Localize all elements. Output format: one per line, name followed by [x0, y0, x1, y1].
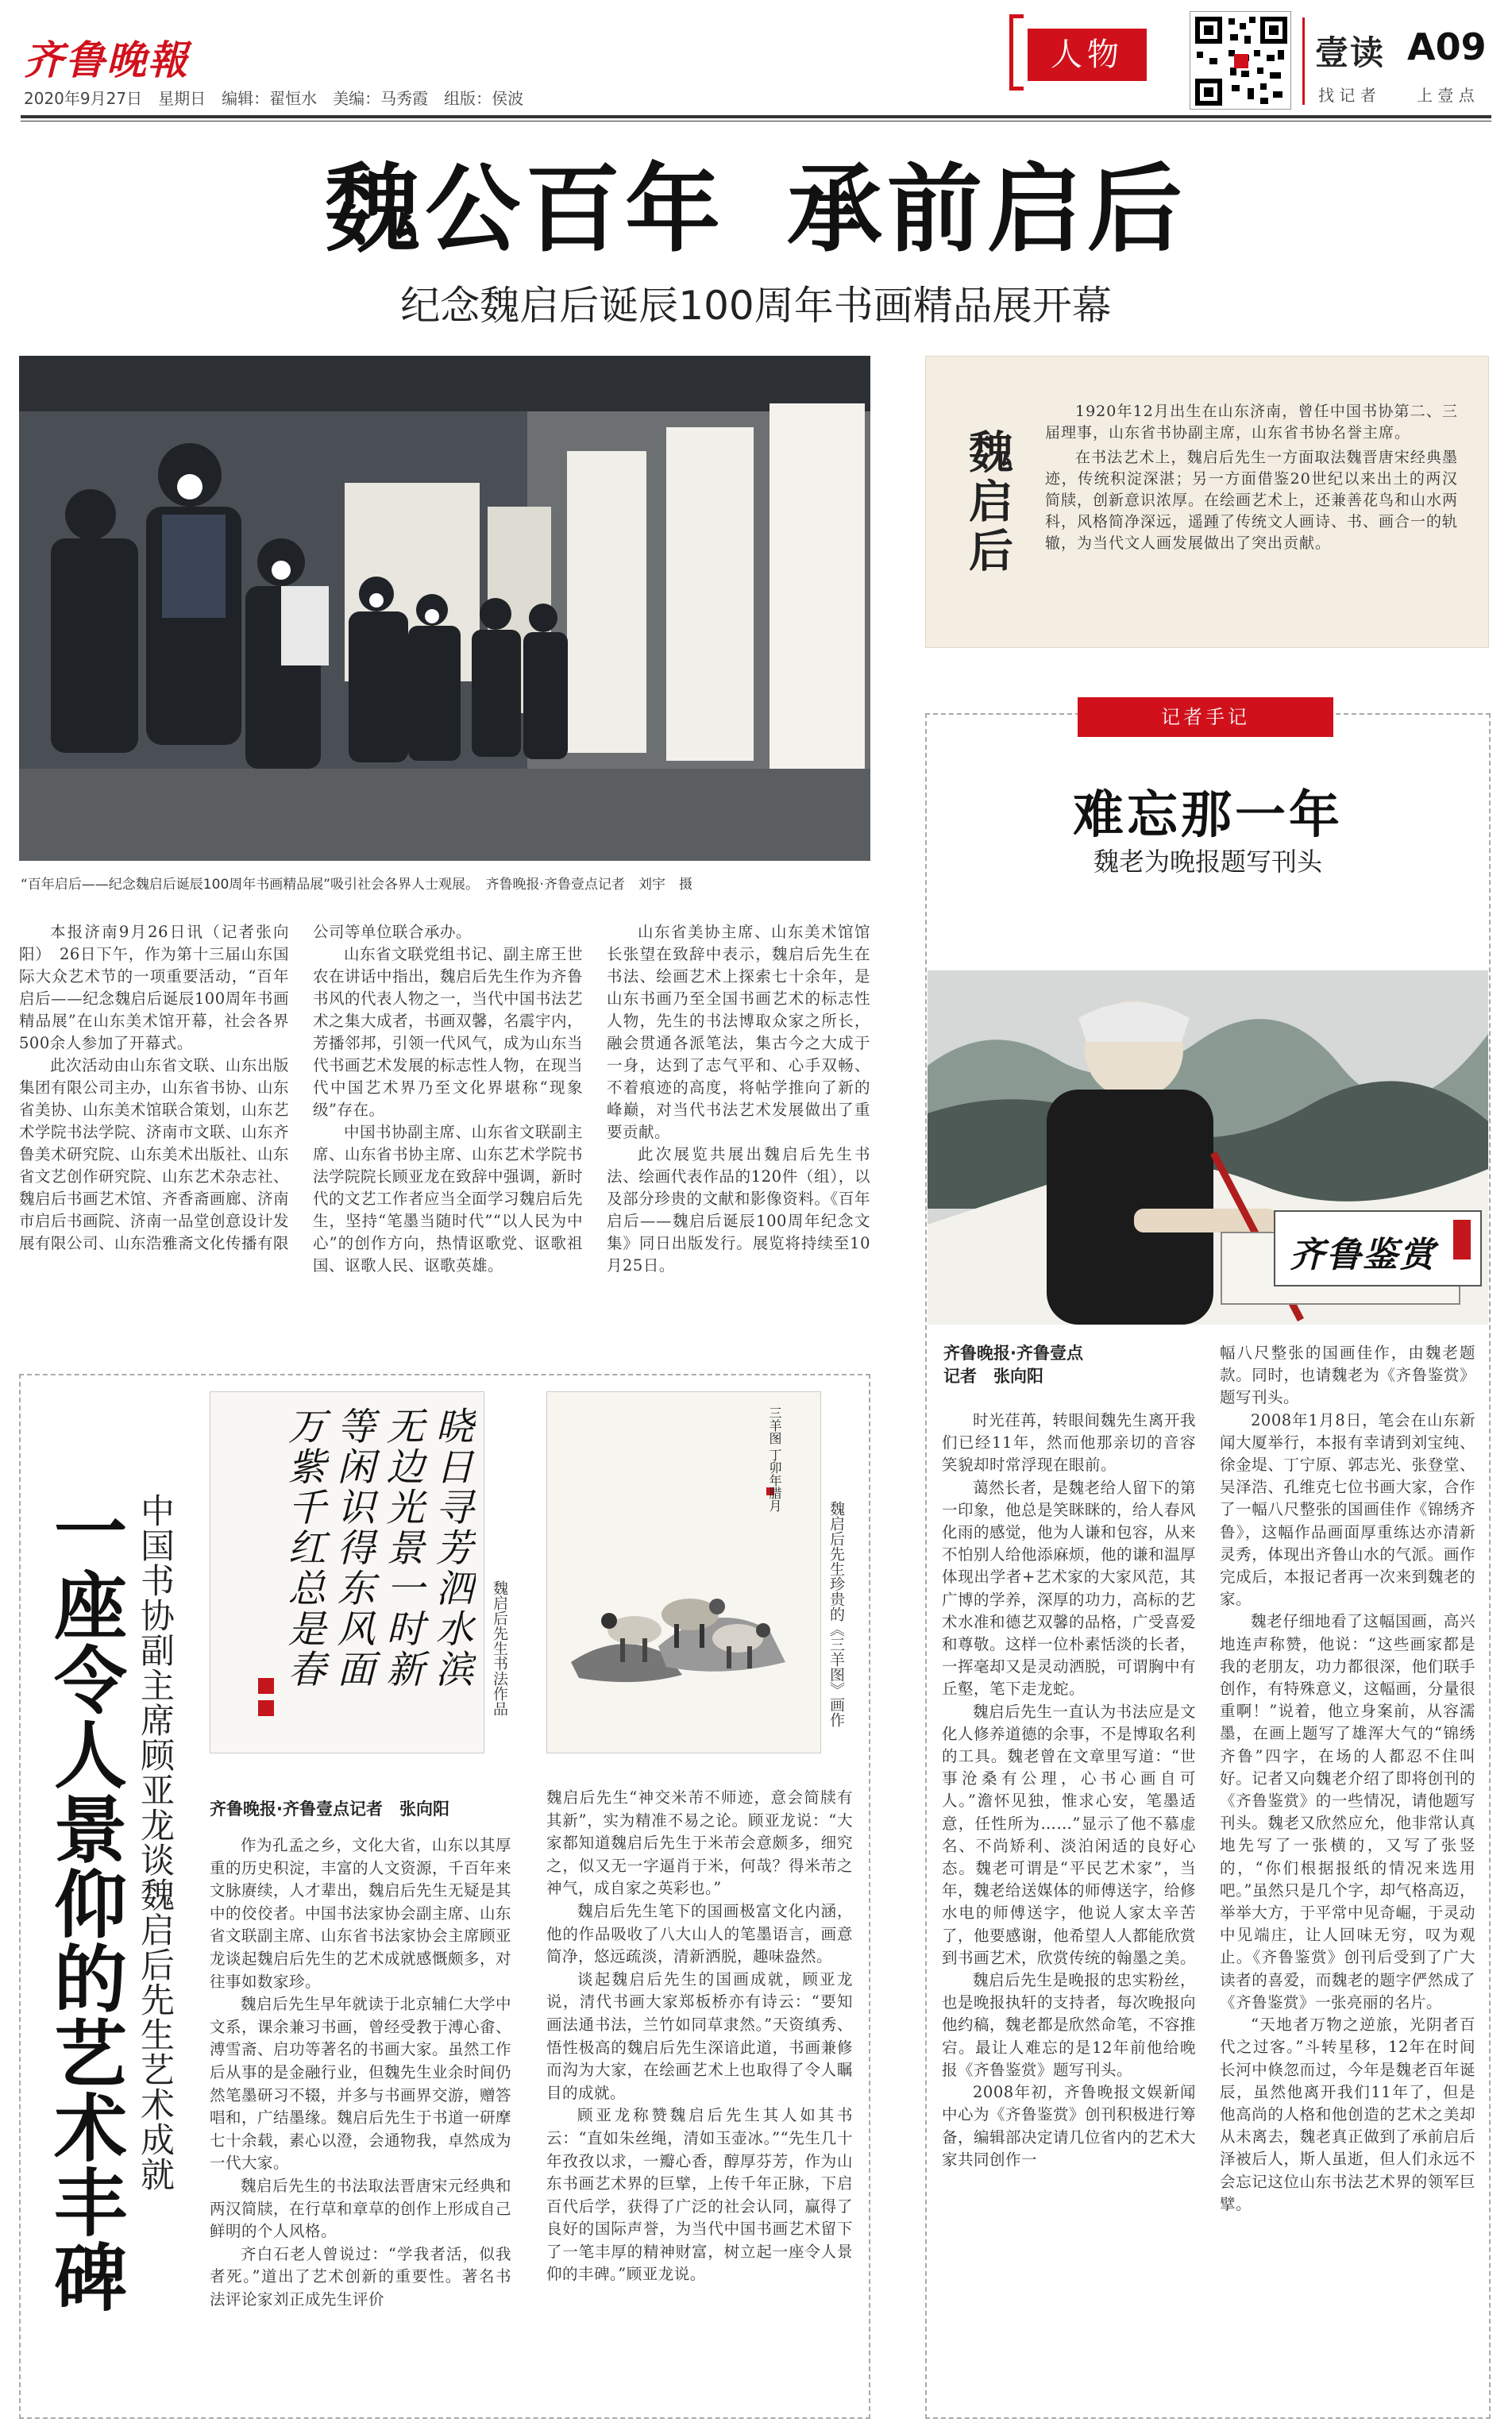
lead-col2-p3: 中国书协副主席、山东省文联副主席、山东省书协主席、山东艺术学院书法学院院长顾亚龙在致辞中强调，新时代的文艺工作者应当全面学习魏启后先生，坚持“笔墨当随时代”“以人民为中心”的创作方向，热情讴歌党、讴歌祖国、讴歌人民、讴歌英雄。 — [313, 1123, 584, 1275]
date-line: 2020年9月27日 星期日 编辑：翟恒水 美编：马秀霞 组版：侯波 — [24, 89, 524, 108]
notes-badge: 记者手记 — [1078, 697, 1333, 737]
photo-caption: “百年启后——纪念魏启后诞辰100周年书画精品展”吸引社会各界人士观展。 齐鲁晚报·齐鲁壹点记者 刘宇 摄 — [21, 877, 692, 893]
slogan-left: 找 记 者 — [1318, 86, 1376, 105]
feature-col1-p2: 魏启后先生早年就读于北京辅仁大学中文系，课余兼习书画，曾经受教于溥心畬、溥雪斋、启功等著名的书画大家。虽然工作后从事的是金融行业，但魏先生业余时间仍然笔墨研习不辍，并多与书画界交游，赠答唱和，广结墨缘。魏启后先生于书道一研摩七十余载，素心以澄，会通物我，卓然成为一代大家。 — [210, 1995, 512, 2173]
notes-col-2 — [1220, 1342, 1475, 2216]
exhibition-photo — [19, 356, 870, 861]
calligraphy-masthead-text: 齐鲁鉴赏 — [1290, 1235, 1436, 1275]
calligraphy-artwork — [210, 1391, 484, 1753]
notes-col1-p3: 魏启后先生一直认为书法应是文化人修养道德的余事，不是博取名利的工具。魏老曾在文章里写道：“世事沧桑有公理，心书心画自可人。”澹怀见独，惟求心安，笔墨适意，任性所为……”显示了他不慕虚名、不尚矫利、淡泊闲适的良好心态。魏老可谓是“平民艺术家”，当年，魏老给送媒体的师傅送字，给修水电的师傅送字，他说人家太辛苦了，他要感谢，他希望人人都能欣赏到书画艺术，欣赏传统的翰墨之美。 — [942, 1702, 1197, 1967]
feature-byline: 齐鲁晚报·齐鲁壹点记者 张向阳 — [210, 1799, 449, 1819]
masthead — [0, 0, 1512, 135]
qr-code-icon — [1190, 11, 1291, 110]
notes-col-1 — [942, 1410, 1196, 2171]
bio-p2: 在书法艺术上，魏启后先生一方面取法魏晋唐宋经典墨迹，传统积淀深湛；另一方面借鉴20世纪以来出土的两汉简牍，创新意识浓厚。在绘画艺术上，还兼善花鸟和山水两科，风格简净深远，遥踵了传统文人画诗、书、画合一的轨辙，为当代文人画发展做出了突出贡献。 — [1045, 449, 1459, 552]
notes-col2-p1: 幅八尺整张的国画佳作，由魏老题款。同时，也请魏老为《齐鲁鉴赏》题写刊头。 — [1220, 1344, 1475, 1407]
painting-inscription: 三羊图 丁卯年腊月 — [767, 1406, 782, 1513]
notes-col1-p2: 蔼然长者，是魏老给人留下的第一印象，他总是笑眯眯的，给人春风化雨的感觉，他为人谦和包容，从来不怕别人给他添麻烦，他的谦和温厚体现出学者+艺术家的大家风范，其广博的学养，深厚的功力，高标的艺术水准和德艺双馨的品格，广受喜爱和尊敬。这样一位朴素恬淡的长者，一挥毫却又是灵动洒脱，可谓胸中有丘壑，笔下走龙蛇。 — [942, 1478, 1197, 1699]
calligraphy-caption: 魏启后先生书法作品 — [491, 1580, 508, 1716]
painting-caption: 魏启后先生珍贵的《三羊图》画作 — [827, 1501, 845, 1727]
notes-byline-2: 记者 张向阳 — [943, 1367, 1043, 1386]
lead-col-1 — [19, 921, 289, 1255]
notes-col2-p2: 2008年1月8日，笔会在山东新闻大厦举行，本报有幸请到刘宝纯、徐金堤、丁宁原、郭志光、张登堂、吴泽浩、孔维克七位书画大家，合作了一幅八尺整张的国画佳作《锦绣齐鲁》，这幅作品画面厚重练达亦清新灵秀，体现出齐鲁山水的气派。画作完成后，本报记者再一次来到魏老的家。 — [1220, 1410, 1475, 1609]
bio-title: 魏启后 — [962, 429, 1014, 577]
edition-label: 壹读 — [1315, 33, 1386, 72]
three-goats-painting — [546, 1391, 821, 1753]
masthead-rule-thin — [21, 121, 1491, 122]
feature-deck: 中国书协副主席顾亚龙谈魏启后先生艺术成就 — [135, 1493, 175, 2192]
lead-col3-p1: 山东省美协主席、山东美术馆馆长张望在致辞中表示，魏启后先生在书法、绘画艺术上探索七十余年，是山东书画乃至全国书画艺术的标志性人物，先生的书法博取众家之所长，融会贯通各派笔法，集古今之大成于一身，达到了志气平和、心手双畅、不着痕迹的高度，将帖学推向了新的峰巅，对当代书法艺术发展做出了重要贡献。 — [607, 923, 870, 1141]
notes-byline-1: 齐鲁晚报·齐鲁壹点 — [943, 1344, 1083, 1363]
lead-col-2 — [313, 921, 583, 1277]
section-tag: 人物 — [1028, 29, 1147, 81]
masthead-divider — [1302, 17, 1305, 105]
calligraphy-seal-icon-2 — [258, 1700, 274, 1716]
bio-p1: 1920年12月出生在山东济南，曾任中国书协第二、三届理事，山东省书协副主席，山东省书协名誉主席。 — [1045, 403, 1458, 442]
feature-title: 一座令人景仰的艺术丰碑 — [42, 1493, 127, 2314]
seal-stamp-icon — [1453, 1220, 1471, 1259]
notes-col1-p1: 时光荏苒，转眼间魏先生离开我们已经11年，然而他那亲切的音容笑貌却时常浮现在眼前。 — [942, 1411, 1196, 1475]
feature-col2-p1: 魏启后先生“神交米芾不师迹，意会简牍有其新”，实为精准不易之论。顾亚龙说：“大家都知道魏启后先生于米芾会意颇多，细究之，似又无一字逼肖于米，何哉？得米芾之神气，成自家之英彩也。” — [546, 1788, 853, 1898]
lead-subhead: 纪念魏启后诞辰100周年书画精品展开幕 — [400, 283, 1112, 329]
lead-col-3 — [607, 921, 870, 1277]
notes-subhead: 魏老为晚报题写刊头 — [1093, 847, 1322, 877]
notes-col2-p4: “天地者万物之逆旅，光阴者百代之过客。”斗转星移，12年在时间长河中倏忽而过，今年是魏老百年诞辰，虽然他离开我们11年了，但是他高尚的人格和他创造的艺术之美却从未离去，魏老真正做到了承前启后泽被后人，斯人虽逝，但人们永远不会忘记这位山东书法艺术界的领军巨擘。 — [1220, 2015, 1475, 2213]
lead-col1-p1: 本报济南9月26日讯（记者张向阳） 26日下午，作为第十三届山东国际大众艺术节的一项重要活动，“百年启后——纪念魏启后诞辰100周年书画精品展”在山东美术馆开幕，社会各界500余人参加了开幕式。 — [19, 923, 289, 1052]
calligraphy-artwork-text: 晓日寻芳泗水滨 无边光景一时新 等闲识得东风面 万紫千红总是春 — [281, 1406, 473, 1690]
feature-col-2 — [546, 1787, 853, 2286]
feature-col1-p3: 魏启后先生的书法取法晋唐宋元经典和两汉简牍，在行草和章草的创作上形成自己鲜明的个人风格。 — [210, 2176, 512, 2241]
notes-headline: 难忘那一年 — [1073, 786, 1343, 845]
feature-col2-p4: 顾亚龙称赞魏启后先生其人如其书云：“直如朱丝绳，清如玉壶冰。”“先生几十年孜孜以求，一瓣心香，醇厚芬芳，作为山东书画艺术界的巨擘，上传千年正脉，下启百代后学，获得了广泛的社会认同，赢得了良好的国际声誉，为当代中国书画艺术留下了一笔丰厚的精神财富，树立起一座令人景仰的丰碑。”顾亚龙说。 — [546, 2106, 853, 2284]
notes-col2-p3: 魏老仔细地看了这幅国画，高兴地连声称赞，他说：“这些画家都是我的老朋友，功力都很深，他们联手创作，有特殊意义，这幅画，分量很重啊！”说着，他立身案前，从容濡墨，在画上题写了雄浑大气的“锦绣齐鲁”四字，在场的人都忍不住叫好。记者又向魏老介绍了即将创刊的《齐鲁鉴赏》的一些情况，请他题写刊头。魏老又欣然应允，他非常认真地先写了一张横的，又写了张竖的，“你们根据报纸的情况来选用吧。”虽然只是几个字，却气格高迈，举举大方，于平常中见奇崛，于灵动中见端庄，让人回味无穷，叹为观止。《齐鲁鉴赏》创刊后受到了广大读者的喜爱，而魏老的题字俨然成了《齐鲁鉴赏》一张亮丽的名片。 — [1220, 1612, 1475, 2012]
feature-col1-p1: 作为孔孟之乡，文化大省，山东以其厚重的历史积淀，丰富的人文资源，千百年来文脉赓续，人才辈出，魏启后先生无疑是其中的佼佼者。中国书法家协会副主席、山东省文联副主席、山东省书法家协会主席顾亚龙谈起魏启后先生的艺术成就感慨颇多，对往事如数家珍。 — [210, 1836, 512, 1991]
bio-text — [1045, 401, 1458, 554]
newspaper-logo: 齐鲁晚報 — [24, 37, 189, 83]
page-number: A09 — [1407, 25, 1487, 68]
feature-col2-p2: 魏启后先生笔下的国画极富文化内涵，他的作品吸收了八大山人的笔墨语言，画意简净，悠远疏淡，清新洒脱，趣味盎然。 — [546, 1901, 853, 1966]
lead-headline: 魏公百年 承前启后 — [325, 155, 1187, 265]
lead-col3-p2: 此次展览共展出魏启后先生书法、绘画代表作品的120件（组），以及部分珍贵的文献和影像资料。《百年启后——魏启后诞辰100周年纪念文集》同日出版发行。展览将持续至10月25日。 — [607, 1145, 870, 1275]
section-bracket-left — [1009, 14, 1024, 91]
lead-col1-p2: 此次活动由山东省文联、山东出版集团有限公司主办，山东省书协、山东省美协、山东美术馆联合策划，山东艺术学院书法学院、济南市文联、山东齐鲁美术研究院、山东美术出版社、山东省文艺创作研究院、山东艺术杂志社、魏启后书画艺术馆、齐香斋画廊、济南市启后书画院、济南一品堂创意设计发展有限公司、山东浩雅斋文化传播有限 — [19, 1056, 290, 1252]
notes-col1-p5: 2008年初，齐鲁晚报文娱新闻中心为《齐鲁鉴赏》创刊积极进行筹备，编辑部决定请几位省内的艺术大家共同创作一 — [942, 2083, 1197, 2169]
masthead-rule — [21, 115, 1491, 118]
feature-col1-p4: 齐白石老人曾说过：“学我者活，似我者死。”道出了艺术创新的重要性。著名书法评论家刘正成先生评价 — [210, 2244, 511, 2309]
feature-col2-p3: 谈起魏启后先生的国画成就，顾亚龙说，清代书画大家郑板桥亦有诗云：“要知画法通书法，兰竹如同草隶然。”天资缜秀、悟性极高的魏启后先生深谙此道，书画兼修而沟为大家，在绘画艺术上也取得了令人瞩目的成就。 — [546, 1969, 853, 2102]
feature-col-1 — [210, 1834, 511, 2311]
calligraphy-seal-icon — [258, 1678, 274, 1694]
lead-col2-p2: 山东省文联党组书记、副主席王世农在讲话中指出，魏启后先生作为齐鲁书风的代表人物之一，当代中国书法艺术之集大成者，书画双馨，名震宇内，芳播邻邦，引领一代风气，成为山东当代书画艺术发展的标志性人物，在现当代中国艺术界乃至文化界堪称“现象级”存在。 — [313, 945, 584, 1119]
slogan-right: 上 壹 点 — [1417, 86, 1475, 105]
notes-col1-p4: 魏启后先生是晚报的忠实粉丝，也是晚报执轩的支持者，每次晚报向他约稿，魏老都是欣然命笔，不容推宕。最让人难忘的是12年前他给晚报《齐鲁鉴赏》题写刊头。 — [942, 1971, 1197, 2079]
lead-col2-p1: 公司等单位联合承办。 — [313, 923, 472, 941]
